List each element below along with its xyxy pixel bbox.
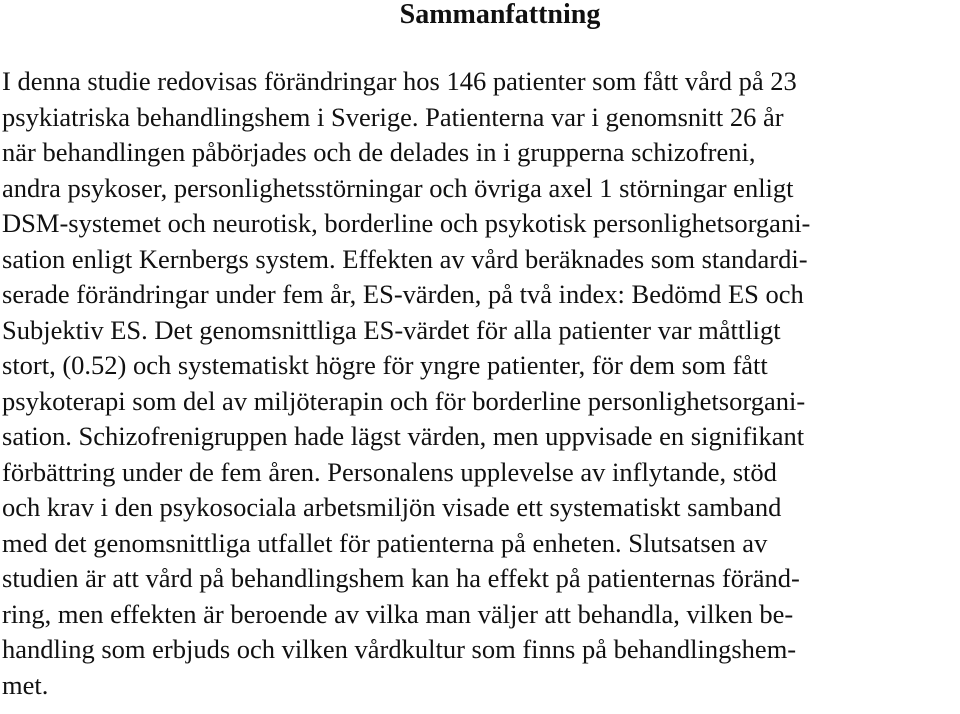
text-line: DSM-systemet och neurotisk, borderline och psykotisk personlighetsorgani-	[2, 208, 811, 238]
text-line: och krav i den psykosociala arbetsmiljön visade ett systematiskt samband	[2, 492, 782, 522]
text-line: Subjektiv ES. Det genomsnittliga ES-värdet för alla patienter var måttligt	[2, 314, 781, 345]
text-line: psykoterapi som del av miljöterapin och för borderline personlighetsorgani-	[2, 385, 806, 416]
text-line: serade förändringar under fem år, ES-värden, på två index: Bedömd ES och	[2, 279, 804, 309]
text-line: stort, (0.52) och systematiskt högre för yngre patienter, för dem som fått	[2, 350, 768, 380]
text-line: studien är att vård på behandlingshem kan ha effekt på patienternas föränd-	[2, 563, 800, 593]
text-line: andra psykoser, personlighetsstörningar och övriga axel 1 störningar enligt	[2, 172, 794, 203]
section-title: Sammanfattning	[399, 0, 601, 30]
text-line: handling som erbjuds och vilken vårdkultur som finns på behandlingshem-	[2, 634, 797, 664]
text-line: met.	[2, 669, 49, 700]
summary-paragraph	[2, 64, 960, 703]
text-line: sation enligt Kernbergs system. Effekten av vård beräknades som standardi-	[2, 243, 808, 274]
text-line: förbättring under de fem åren. Personalens upplevelse av inflytande, stöd	[2, 456, 777, 487]
text-line: psykiatriska behandlingshem i Sverige. Patienterna var i genomsnitt 26 år	[2, 101, 784, 132]
text-line: när behandlingen påbörjades och de delades in i grupperna schizofreni,	[2, 137, 756, 167]
text-line: sation. Schizofrenigruppen hade lägst värden, men uppvisade en signifikant	[2, 421, 805, 451]
text-line: ring, men effekten är beroende av vilka man väljer att behandla, vilken be-	[2, 598, 794, 629]
text-line: med det genomsnittliga utfallet för patienterna på enheten. Slutsatsen av	[2, 527, 768, 558]
text-line: I denna studie redovisas förändringar hos 146 patienter som fått vård på 23	[2, 66, 797, 96]
